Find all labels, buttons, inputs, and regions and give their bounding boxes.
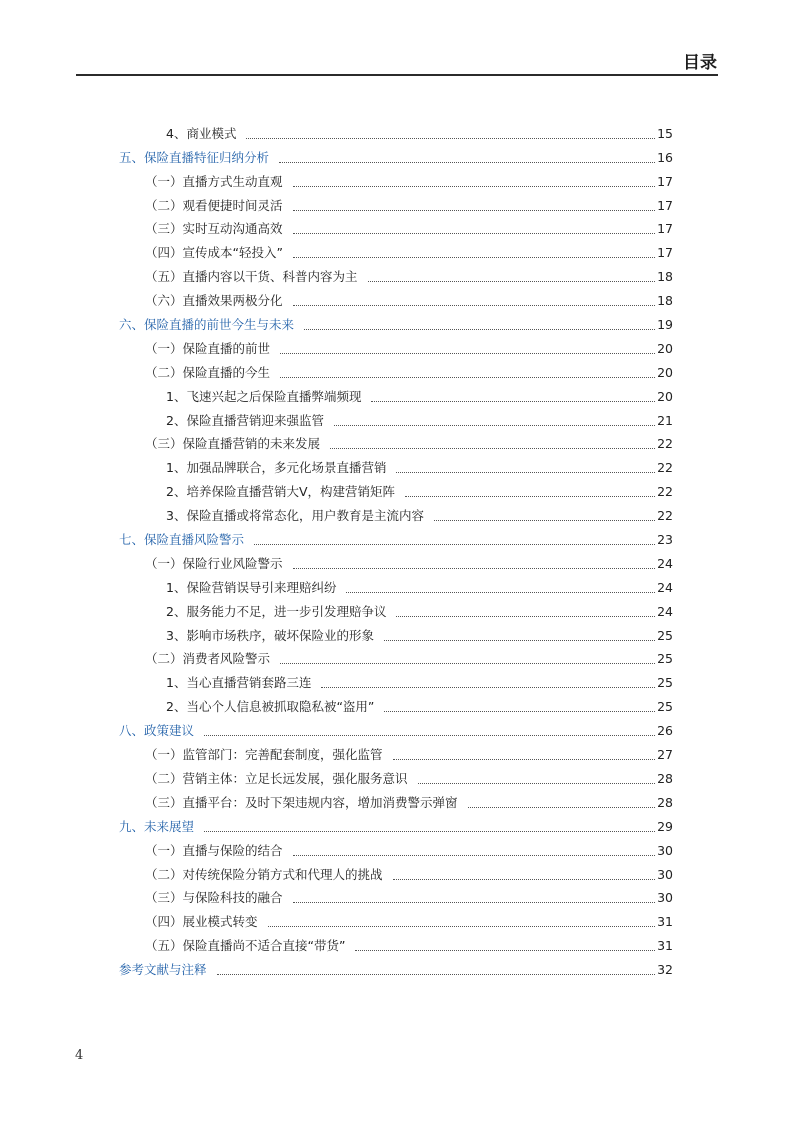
dot-leader [217, 973, 656, 975]
dot-leader [468, 806, 656, 808]
toc-entry-page: 31 [657, 938, 673, 954]
toc-entry-label: （一）直播方式生动直观 [145, 173, 283, 189]
dot-leader [368, 280, 656, 282]
toc-entry-label: （三）直播平台：及时下架违规内容，增加消费警示弹窗 [145, 794, 458, 810]
dot-leader [396, 615, 655, 617]
dot-leader [384, 710, 655, 712]
toc-entry-label: （五）保险直播尚不适合直接“带货” [145, 938, 346, 954]
dot-leader [293, 567, 656, 569]
toc-entry[interactable] [119, 381, 673, 405]
dot-leader [405, 495, 655, 497]
toc-entry[interactable] [119, 572, 673, 596]
toc-entry-page: 25 [657, 651, 673, 667]
dot-leader [204, 830, 655, 832]
toc-entry-label: 六、保险直播的前世今生与未来 [119, 317, 295, 333]
toc-entry-label: 1、当心直播营销套路三连 [166, 675, 312, 691]
toc-entry-page: 30 [657, 842, 673, 858]
toc-entry-label: （二）观看便捷时间灵活 [145, 197, 283, 213]
toc-entry[interactable] [119, 954, 673, 978]
toc-entry-page: 25 [657, 699, 673, 715]
toc-entry-page: 20 [657, 364, 673, 380]
toc-entry-page: 18 [657, 269, 673, 285]
toc-entry-label: （五）直播内容以干货、科普内容为主 [145, 269, 358, 285]
table-of-contents [119, 118, 673, 978]
toc-entry-page: 24 [657, 555, 673, 571]
toc-entry-page: 15 [657, 125, 673, 141]
toc-entry-label: 七、保险直播风险警示 [119, 532, 245, 548]
dot-leader [280, 352, 655, 354]
dot-leader [393, 878, 656, 880]
dot-leader [293, 901, 656, 903]
toc-entry-label: 4、商业模式 [166, 125, 237, 141]
toc-entry-label: 3、影响市场秩序，破坏保险业的形象 [166, 627, 374, 643]
toc-entry[interactable] [119, 500, 673, 524]
page-header-title: 目录 [683, 53, 717, 73]
toc-entry-label: （三）实时互动沟通高效 [145, 221, 283, 237]
toc-entry-label: 八、政策建议 [119, 723, 195, 739]
toc-entry[interactable] [119, 118, 673, 142]
toc-entry[interactable] [119, 596, 673, 620]
toc-entry-label: 1、保险营销误导引来理赔纠纷 [166, 579, 337, 595]
toc-entry-page: 23 [657, 532, 673, 548]
dot-leader [280, 376, 655, 378]
toc-entry-page: 30 [657, 890, 673, 906]
toc-entry-label: （二）消费者风险警示 [145, 651, 271, 667]
toc-entry-page: 31 [657, 914, 673, 930]
toc-entry[interactable] [119, 214, 673, 238]
toc-entry[interactable] [119, 261, 673, 285]
toc-entry[interactable] [119, 930, 673, 954]
toc-entry-page: 20 [657, 388, 673, 404]
toc-entry-page: 19 [657, 317, 673, 333]
dot-leader [279, 161, 655, 163]
toc-entry-label: （二）对传统保险分销方式和代理人的挑战 [145, 866, 383, 882]
toc-entry[interactable] [119, 715, 673, 739]
toc-entry-page: 17 [657, 197, 673, 213]
toc-entry[interactable] [119, 309, 673, 333]
header-rule [76, 74, 718, 76]
toc-entry-label: （六）直播效果两极分化 [145, 293, 283, 309]
toc-entry-page: 22 [657, 460, 673, 476]
dot-leader [293, 854, 656, 856]
toc-entry[interactable] [119, 906, 673, 930]
toc-entry-label: （二）保险直播的今生 [145, 364, 271, 380]
toc-entry[interactable] [119, 237, 673, 261]
dot-leader [246, 137, 655, 139]
toc-entry-page: 28 [657, 770, 673, 786]
dot-leader [355, 949, 655, 951]
toc-entry-label: （一）保险直播的前世 [145, 340, 271, 356]
dot-leader [268, 925, 656, 927]
toc-entry-page: 16 [657, 149, 673, 165]
toc-entry-page: 22 [657, 508, 673, 524]
toc-entry[interactable] [119, 524, 673, 548]
dot-leader [204, 734, 655, 736]
toc-entry-label: 参考文献与注释 [119, 962, 207, 978]
toc-entry-label: （四）宣传成本“轻投入” [145, 245, 283, 261]
toc-entry[interactable] [119, 142, 673, 166]
dot-leader [293, 209, 656, 211]
toc-entry[interactable] [119, 429, 673, 453]
dot-leader [304, 328, 655, 330]
toc-entry[interactable] [119, 859, 673, 883]
toc-entry[interactable] [119, 667, 673, 691]
toc-entry[interactable] [119, 190, 673, 214]
dot-leader [384, 639, 655, 641]
dot-leader [280, 662, 655, 664]
dot-leader [293, 185, 656, 187]
toc-entry[interactable] [119, 405, 673, 429]
dot-leader [434, 519, 655, 521]
toc-entry[interactable] [119, 691, 673, 715]
toc-entry-label: （一）监管部门：完善配套制度，强化监管 [145, 747, 383, 763]
toc-entry-label: 1、飞速兴起之后保险直播弊端频现 [166, 388, 362, 404]
dot-leader [346, 591, 655, 593]
toc-entry-label: 2、当心个人信息被抓取隐私被“盗用” [166, 699, 375, 715]
toc-entry-label: （三）保险直播营销的未来发展 [145, 436, 321, 452]
dot-leader [293, 304, 656, 306]
toc-entry-page: 24 [657, 603, 673, 619]
toc-entry-page: 25 [657, 627, 673, 643]
toc-entry[interactable] [119, 476, 673, 500]
toc-entry-page: 20 [657, 340, 673, 356]
dot-leader [393, 758, 656, 760]
toc-entry-label: （二）营销主体：立足长远发展，强化服务意识 [145, 770, 408, 786]
toc-entry-page: 17 [657, 245, 673, 261]
footer-page-number: 4 [75, 1048, 84, 1063]
toc-entry[interactable] [119, 357, 673, 381]
toc-entry[interactable] [119, 333, 673, 357]
toc-entry-label: 五、保险直播特征归纳分析 [119, 149, 270, 165]
toc-entry[interactable] [119, 644, 673, 668]
toc-entry[interactable] [119, 285, 673, 309]
toc-entry-page: 18 [657, 293, 673, 309]
toc-entry-page: 28 [657, 794, 673, 810]
toc-entry[interactable] [119, 548, 673, 572]
toc-entry-page: 22 [657, 436, 673, 452]
toc-entry-label: 2、培养保险直播营销大V，构建营销矩阵 [166, 484, 396, 500]
dot-leader [293, 232, 656, 234]
toc-entry[interactable] [119, 739, 673, 763]
toc-entry-page: 17 [657, 221, 673, 237]
toc-entry-page: 25 [657, 675, 673, 691]
toc-entry-label: 3、保险直播或将常态化，用户教育是主流内容 [166, 508, 424, 524]
toc-entry-page: 29 [657, 818, 673, 834]
toc-entry[interactable] [119, 452, 673, 476]
toc-entry[interactable] [119, 835, 673, 859]
toc-entry-label: （三）与保险科技的融合 [145, 890, 283, 906]
dot-leader [330, 447, 655, 449]
toc-entry-label: （一）直播与保险的结合 [145, 842, 283, 858]
dot-leader [321, 686, 655, 688]
toc-entry-page: 26 [657, 723, 673, 739]
toc-entry-page: 24 [657, 579, 673, 595]
toc-entry[interactable] [119, 763, 673, 787]
dot-leader [371, 400, 655, 402]
toc-entry[interactable] [119, 883, 673, 907]
toc-entry-label: （四）展业模式转变 [145, 914, 258, 930]
toc-entry-page: 22 [657, 484, 673, 500]
toc-entry[interactable] [119, 811, 673, 835]
toc-entry-label: 2、服务能力不足，进一步引发理赔争议 [166, 603, 387, 619]
dot-leader [293, 256, 655, 258]
toc-entry[interactable] [119, 166, 673, 190]
toc-entry-label: 1、加强品牌联合，多元化场景直播营销 [166, 460, 387, 476]
toc-entry[interactable] [119, 620, 673, 644]
dot-leader [254, 543, 655, 545]
toc-entry-label: 2、保险直播营销迎来强监管 [166, 412, 324, 428]
toc-entry-label: 九、未来展望 [119, 818, 195, 834]
toc-entry-page: 30 [657, 866, 673, 882]
dot-leader [418, 782, 656, 784]
toc-entry-page: 27 [657, 747, 673, 763]
dot-leader [396, 471, 655, 473]
toc-entry[interactable] [119, 787, 673, 811]
toc-entry-page: 32 [657, 962, 673, 978]
toc-entry-page: 17 [657, 173, 673, 189]
toc-entry-label: （一）保险行业风险警示 [145, 555, 283, 571]
dot-leader [334, 424, 655, 426]
toc-entry-page: 21 [657, 412, 673, 428]
